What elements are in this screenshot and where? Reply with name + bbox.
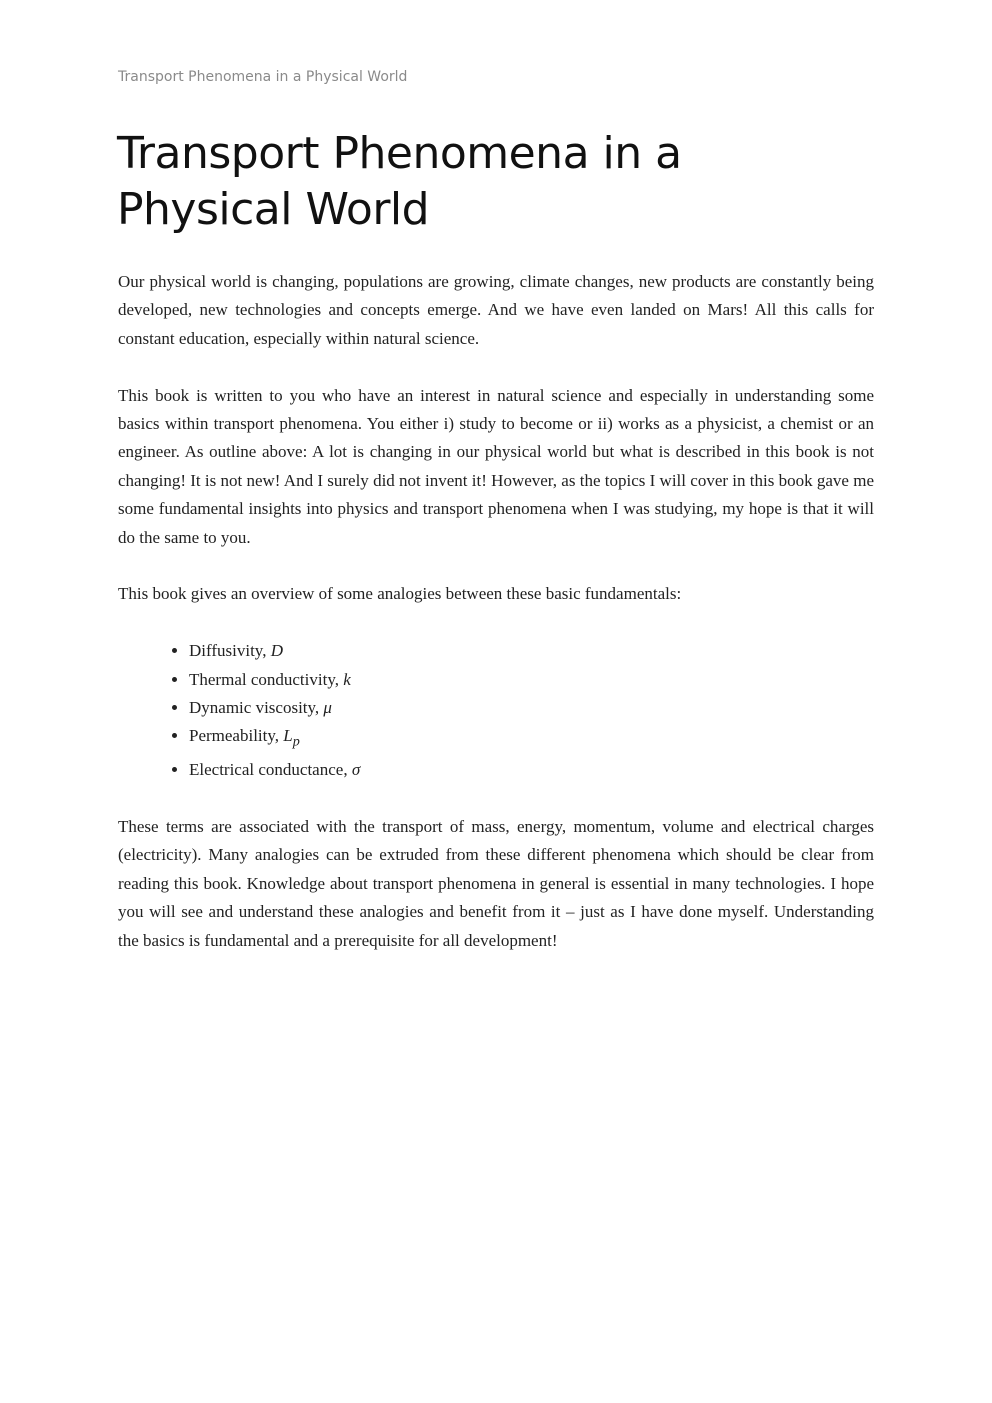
- list-item: [189, 666, 874, 694]
- list-item-label: Permeability,: [189, 726, 284, 746]
- list-item-label: Diffusivity,: [189, 641, 271, 661]
- list-item: [189, 756, 874, 784]
- symbol: μ: [323, 698, 332, 718]
- symbol: k: [343, 669, 351, 689]
- list-item: [189, 694, 874, 722]
- running-header: Transport Phenomena in a Physical World: [118, 69, 408, 85]
- list-item: [189, 637, 874, 665]
- body-text: [118, 268, 874, 983]
- paragraph: Our physical world is changing, populations are growing, climate changes, new products are constantly being developed, new technologies and concepts emerge. And we have even landed on Mars! All this calls for constant education, especially within natural science.: [118, 272, 874, 348]
- list-item-label: Dynamic viscosity,: [189, 698, 324, 718]
- symbol: L: [283, 726, 293, 746]
- paragraph: These terms are associated with the transport of mass, energy, momentum, volume and electrical charges (electricity). Many analogies can be extruded from these different phenomena which should be clear from reading this book. Knowledge about transport phenomena in general is essential in many technologies. I hope you will see and understand these analogies and benefit from it – just as I have done myself. Understanding the basics is fundamental and a prerequisite for all development!: [118, 817, 874, 950]
- paragraph: This book gives an overview of some analogies between these basic fundamentals:: [118, 584, 682, 604]
- list-item-label: Thermal conductivity,: [189, 669, 344, 689]
- fundamentals-list: [118, 637, 874, 784]
- subscript: p: [292, 733, 300, 750]
- symbol: σ: [351, 760, 361, 780]
- page-title: Transport Phenomena in a Physical World: [117, 128, 682, 235]
- paragraph: This book is written to you who have an interest in natural science and especially in understanding some basics within transport phenomena. You either i) study to become or ii) works as a physicist, a chemist or an engineer. As outline above: A lot is changing in our physical world but what is described in this book is not changing! It is not new! And I surely did not invent it! However, as the topics I will cover in this book gave me some fundamental insights into physics and transport phenomena when I was studying, my hope is that it will do the same to you.: [118, 385, 874, 547]
- list-item: [189, 722, 874, 756]
- symbol: D: [270, 641, 283, 661]
- list-item-label: Electrical conductance,: [189, 760, 352, 780]
